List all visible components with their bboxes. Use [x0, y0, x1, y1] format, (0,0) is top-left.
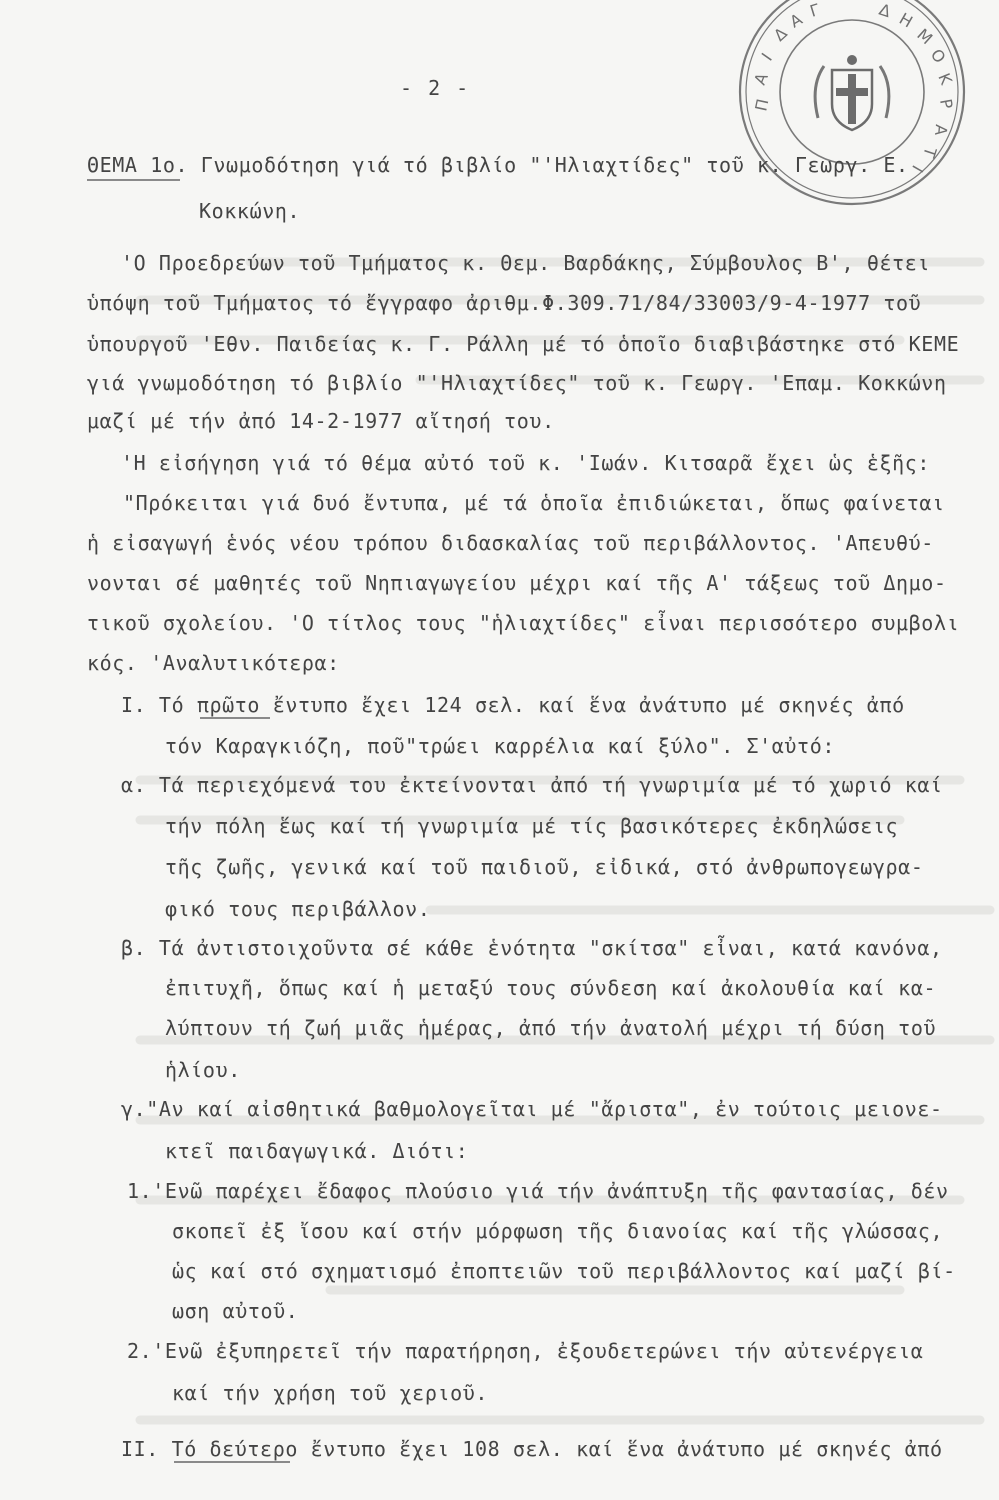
svg-text:Ι: Ι: [908, 162, 927, 176]
text-line: τόν Καραγκιόζη, ποῦ"τρώει καρρέλια καί ξύλο". Σ'αὐτό:: [165, 734, 835, 758]
text-line: φικό τους περιβάλλον.: [165, 897, 431, 921]
svg-text:Ρ: Ρ: [936, 97, 957, 111]
text-line: ὑπόψη τοῦ Τμήματος τό ἔγγραφο ἀριθμ.Φ.309.71/84/33003/9-4-1977 τοῦ: [87, 291, 922, 315]
subitem-2: 2.'Ενῶ ἐξυπηρετεῖ τήν παρατήρηση, ἐξουδετερώνει τήν αὐτενέργεια: [127, 1339, 924, 1363]
text-line: ὡς καί στό σχηματισμό ἐποπτειῶν τοῦ περιβάλλοντος καί μαζί βί-: [172, 1259, 956, 1283]
text-line: μαζί μέ τήν ἀπό 14-2-1977 αἴτησή του.: [87, 409, 555, 433]
text-line: τικοῦ σχολείου. 'Ο τίτλος τους "ἡλιαχτίδες" εἶναι περισσότερο συμβολι: [87, 611, 960, 635]
text-line: γιά γνωμοδότηση τό βιβλίο "'Ηλιαχτίδες" τοῦ κ. Γεωργ. 'Επαμ. Κοκκώνη: [87, 371, 947, 395]
svg-text:Α: Α: [931, 123, 951, 137]
svg-text:Κ: Κ: [934, 70, 956, 88]
text-line: ἡλίου.: [165, 1058, 241, 1082]
text-line: τήν πόλη ἕως καί τή γνωριμία μέ τίς βασικότερες ἐκδηλώσεις: [165, 814, 899, 838]
text-line: ωση αὐτοῦ.: [172, 1299, 299, 1323]
item-alpha: α. Τά περιεχόμενά του ἐκτείνονται ἀπό τή γνωριμία μέ τό χωριό καί: [121, 773, 943, 797]
text-line: ὑπουργοῦ 'Εθν. Παιδείας κ. Γ. Ράλλη μέ τό ὁποῖο διαβιβάστηκε στό ΚΕΜΕ: [87, 332, 960, 356]
text-line: κός. 'Αναλυτικότερα:: [87, 651, 340, 675]
svg-text:Γ: Γ: [807, 0, 822, 21]
item-ii: II. Τό δεύτερο ἔντυπο ἔχει 108 σελ. καί ἕνα ἀνάτυπο μέ σκηνές ἀπό: [121, 1437, 943, 1461]
text-line: ἡ εἰσαγωγή ἑνός νέου τρόπου διδασκαλίας τοῦ περιβάλλοντος. 'Απευθύ-: [87, 531, 934, 555]
svg-text:Δ: Δ: [769, 23, 791, 45]
line-subject-heading: ΘΕΜΑ 1ο. Γνωμοδότηση γιά τό βιβλίο "'Ηλιαχτίδες" τοῦ κ. Γεωργ. Ε.: [87, 153, 909, 177]
svg-text:Α: Α: [750, 70, 772, 88]
text-line: λύπτουν τή ζωή μιᾶς ἡμέρας, ἀπό τήν ἀνατολή μέχρι τή δύση τοῦ: [165, 1016, 937, 1040]
item-i: I. Τό πρῶτο ἔντυπο ἔχει 124 σελ. καί ἕνα ἀνάτυπο μέ σκηνές ἀπό: [121, 693, 905, 717]
text-line: 'Η εἰσήγηση γιά τό θέμα αὐτό τοῦ κ. 'Ιωάν. Κιτσαρᾶ ἔχει ὡς ἑξῆς:: [121, 451, 931, 475]
official-seal-stamp: [728, 0, 976, 216]
svg-text:Δ: Δ: [876, 0, 894, 22]
svg-text:Μ: Μ: [913, 24, 937, 49]
svg-text:Τ: Τ: [919, 144, 941, 160]
text-line: ἐπιτυχῆ, ὅπως καί ἡ μεταξύ τους σύνδεση καί ἀκολουθία καί κα-: [165, 976, 937, 1000]
item-beta: β. Τά ἀντιστοιχοῦντα σέ κάθε ἑνότητα "σκίτσα" εἶναι, κατά κανόνα,: [121, 936, 943, 960]
text-line: καί τήν χρήση τοῦ χεριοῦ.: [172, 1381, 489, 1405]
svg-text:Α: Α: [786, 9, 806, 32]
line-author-name: Κοκκώνη.: [199, 199, 301, 223]
svg-text:Ι: Ι: [757, 49, 776, 65]
subitem-1: 1.'Ενῶ παρέχει ἔδαφος πλούσιο γιά τήν ἀνάπτυξη τῆς φαντασίας, δέν: [127, 1179, 949, 1203]
greek-coat-of-arms-icon: [815, 55, 889, 130]
text-line: "Πρόκειται γιά δυό ἔντυπα, μέ τά ὁποῖα ἐπιδιώκεται, ὅπως φαίνεται: [123, 491, 945, 515]
svg-text:Η: Η: [896, 9, 916, 32]
svg-text:Ο: Ο: [926, 45, 950, 67]
text-line: τῆς ζωῆς, γενικά καί τοῦ παιδιοῦ, εἰδικά, στό ἀνθρωπογεωγρα-: [165, 855, 924, 879]
text-line: σκοπεῖ ἐξ ἴσου καί στήν μόρφωση τῆς διανοίας καί τῆς γλώσσας,: [172, 1219, 944, 1243]
page-number: - 2 -: [400, 76, 471, 100]
item-gamma: γ."Αν καί αἰσθητικά βαθμολογεῖται μέ "ἄριστα", ἐν τούτοις μειονε-: [121, 1097, 943, 1121]
text-line: κτεῖ παιδαγωγικά. Διότι:: [165, 1139, 469, 1163]
svg-text:Π: Π: [751, 97, 773, 113]
text-line: νονται σέ μαθητές τοῦ Νηπιαγωγείου μέχρι καί τῆς Α' τάξεως τοῦ Δημο-: [87, 571, 947, 595]
text-line: 'Ο Προεδρεύων τοῦ Τμήματος κ. Θεμ. Βαρδάκης, Σύμβουλος Β', θέτει: [121, 251, 931, 275]
